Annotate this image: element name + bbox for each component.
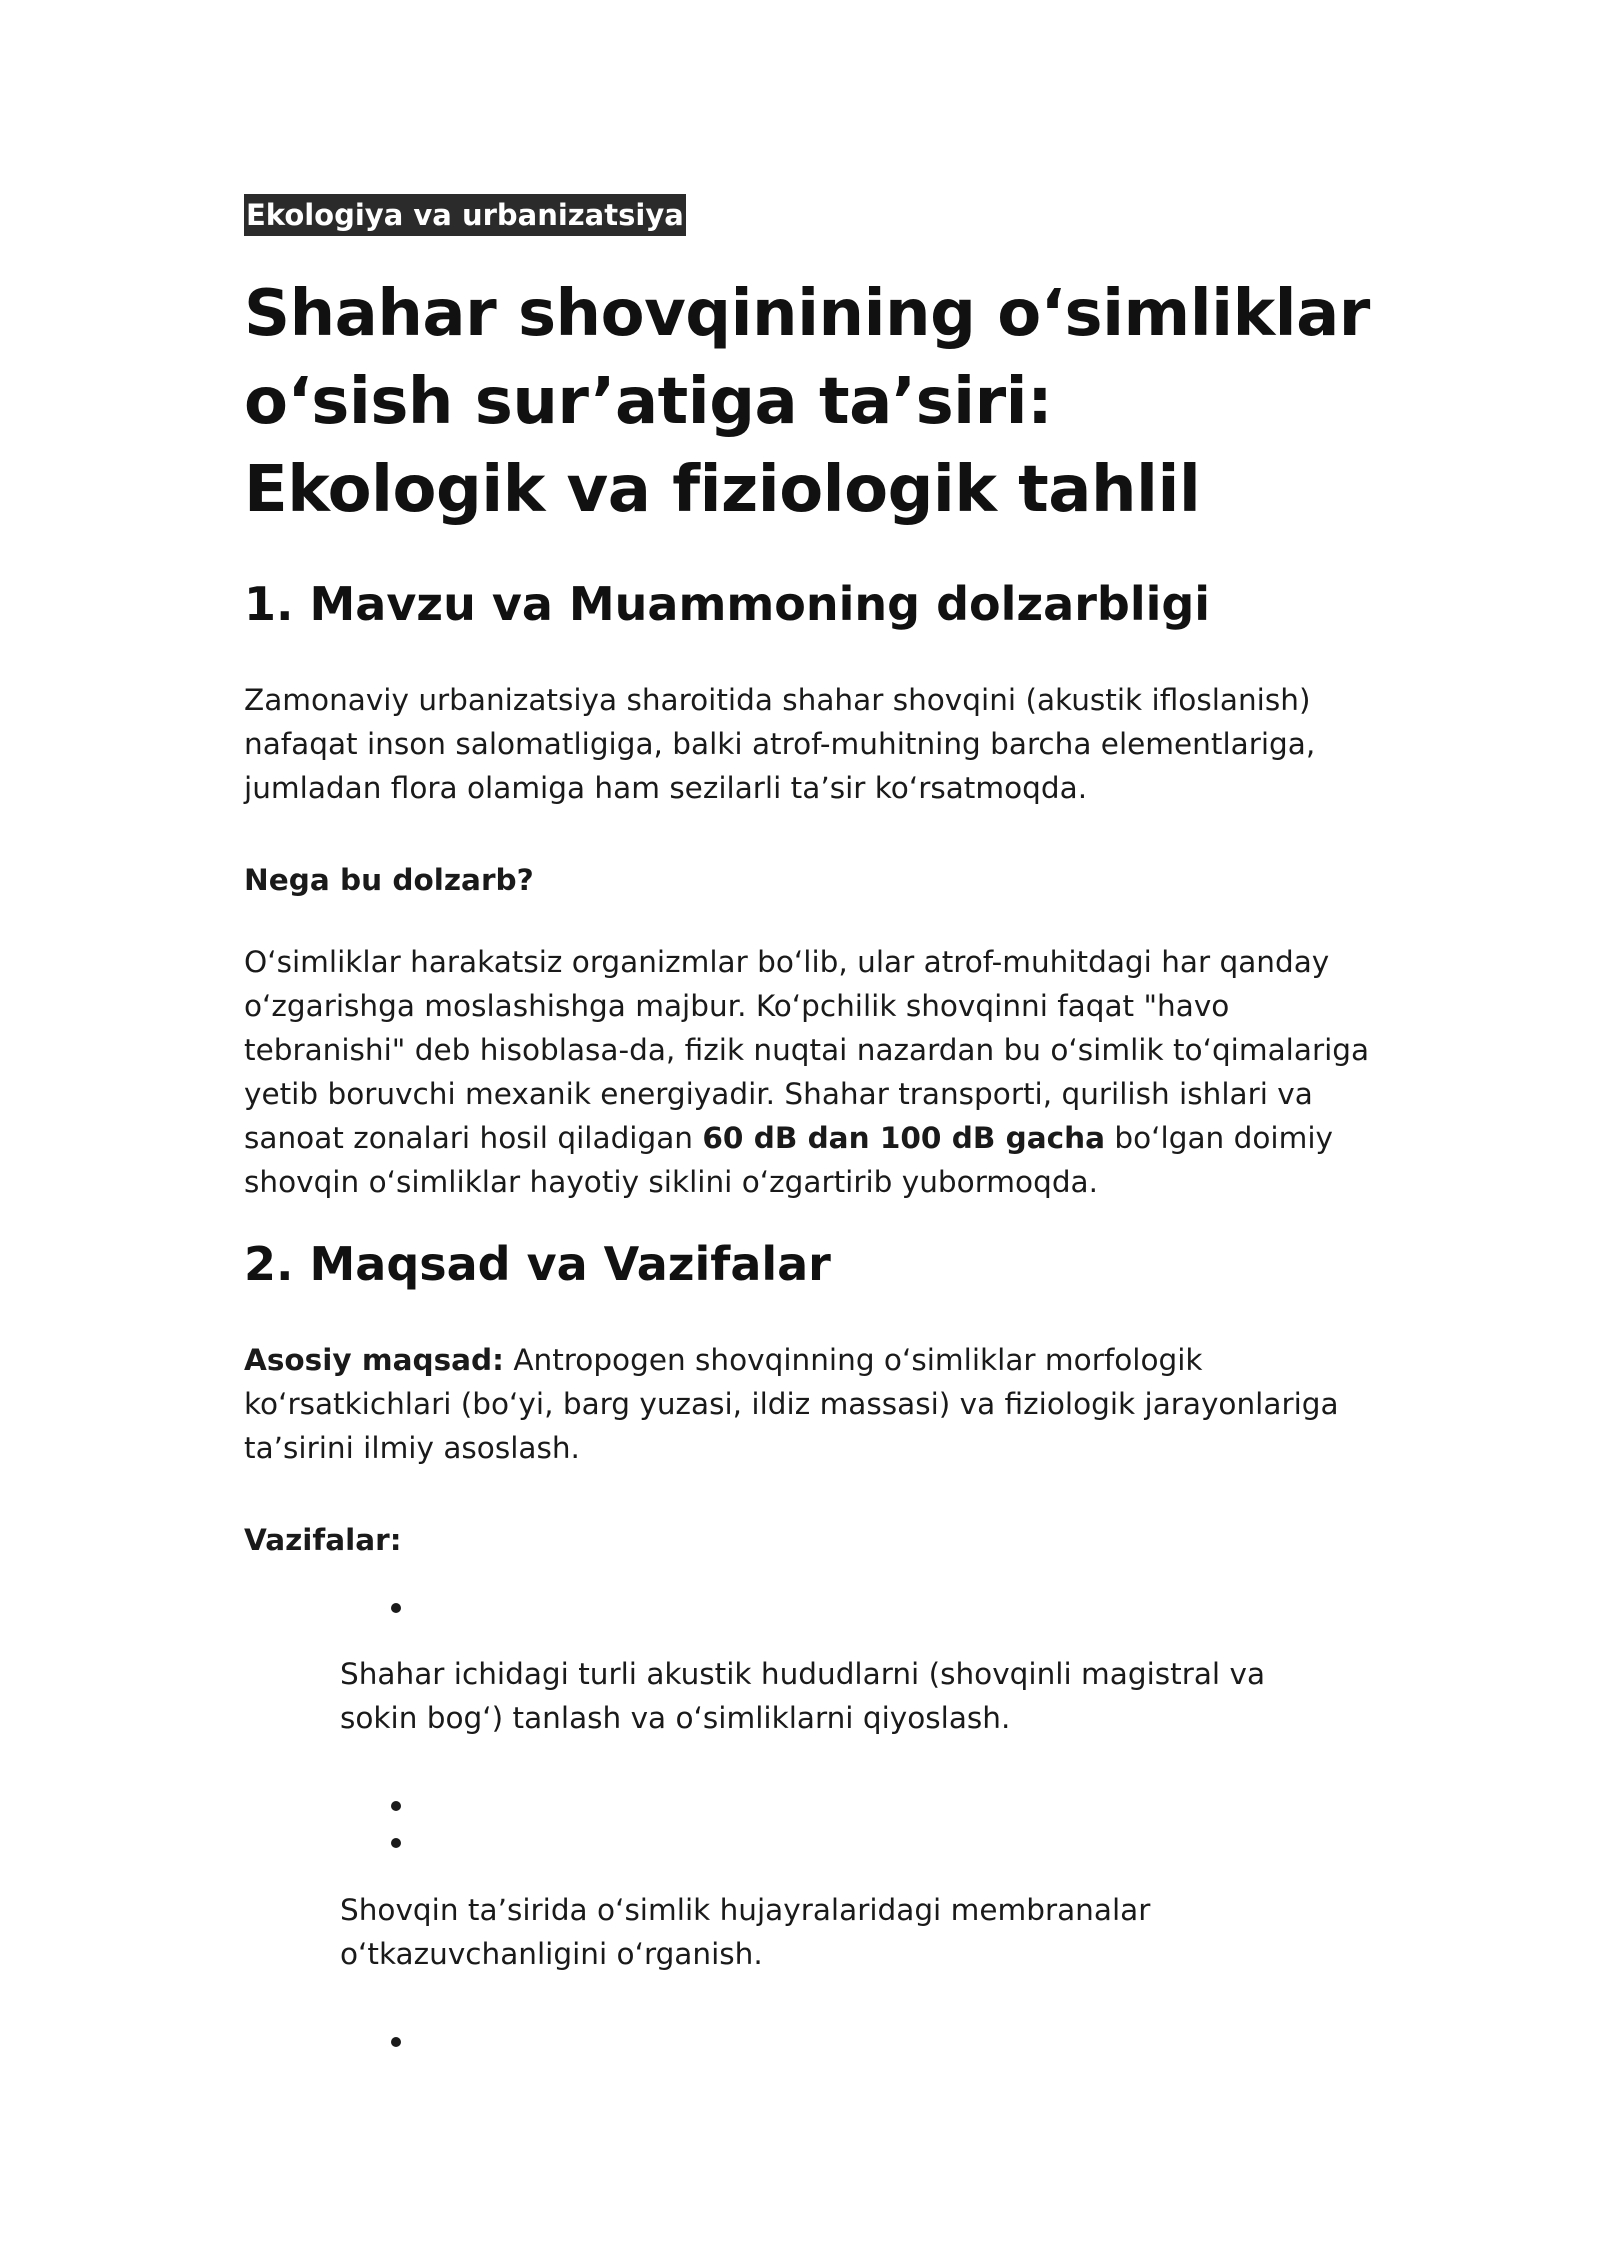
section1-heading: 1. Mavzu va Muammoning dolzarbligi (244, 577, 1211, 631)
goal-label: Asosiy maqsad: (244, 1343, 504, 1377)
list-item (340, 1888, 1340, 1976)
list-item (340, 1652, 1340, 1740)
section1-subheading: Nega bu dolzarb? (244, 863, 534, 897)
list-bullet (391, 1801, 401, 1811)
category-tag: Ekologiya va urbanizatsiya (244, 194, 686, 236)
section1-subheading-wrap (244, 858, 1374, 902)
section2-heading: 2. Maqsad va Vazifalar (244, 1237, 831, 1291)
task-item-1: Shahar ichidagi turli akustik hududlarni (shovqinli magistral va sokin bog‘) tanlash va o‘simliklarni qiyoslash. (340, 1657, 1266, 1735)
section1-intro: Zamonaviy urbanizatsiya sharoitida shahar shovqini (akustik ifloslanish) nafaqat inson salomatligiga, balki atrof-muhitning barcha elementlariga, jumladan flora olamiga ham sezilarli ta’sir ko‘rsatmoqda. (244, 683, 1316, 805)
goal-text: Antropogen shovqinning o‘simliklar morfologik ko‘rsatkichlari (bo‘yi, barg yuzasi, ildiz massasi) va fiziologik jarayonlariga ta’sirini ilmiy asoslash. (244, 1343, 1339, 1465)
paragraph-text-end: bo‘lgan doimiy shovqin o‘simliklar hayotiy siklini o‘zgartirib yubormoqda. (244, 1121, 1333, 1199)
category-tag-wrap (244, 194, 1374, 236)
tasks-label-wrap (244, 1518, 1374, 1562)
section1-paragraph-wrap (244, 940, 1374, 1204)
list-bullet (391, 1838, 401, 1848)
paragraph-text-start: O‘simliklar harakatsiz organizmlar bo‘lib, ular atrof-muhitdagi har qanday o‘zgarishga moslashishga majbur. Ko‘pchilik shovqinni faqat "havo tebranishi" deb hisoblasa-da, fizik nuqtai nazardan bu o‘simlik to‘qimalariga yetib boruvchi mexanik energiyadir. Shahar transporti, qurilish ishlari va sanoat zonalari hosil qiladigan (244, 945, 1370, 1155)
section2-goal-wrap (244, 1338, 1374, 1470)
task-item-2: Shovqin ta’sirida o‘simlik hujayralaridagi membranalar o‘tkazuvchanligini o‘rganish. (340, 1893, 1151, 1971)
section2-heading-wrap (244, 1234, 1374, 1294)
tasks-label: Vazifalar: (244, 1523, 402, 1557)
section1-heading-wrap (244, 574, 1374, 634)
section2-goal (244, 1338, 1374, 1470)
section1-paragraph (244, 940, 1374, 1204)
noise-range-highlight: 60 dB dan 100 dB gacha (702, 1121, 1106, 1155)
list-bullet (391, 2037, 401, 2047)
list-bullet (391, 1603, 401, 1613)
section1-intro-wrap (244, 678, 1374, 810)
document-title: Shahar shovqinining o‘simliklar o‘sish sur’atiga ta’siri: Ekologik va fiziologik tahlil (244, 277, 1370, 527)
title-wrap (244, 238, 1374, 534)
